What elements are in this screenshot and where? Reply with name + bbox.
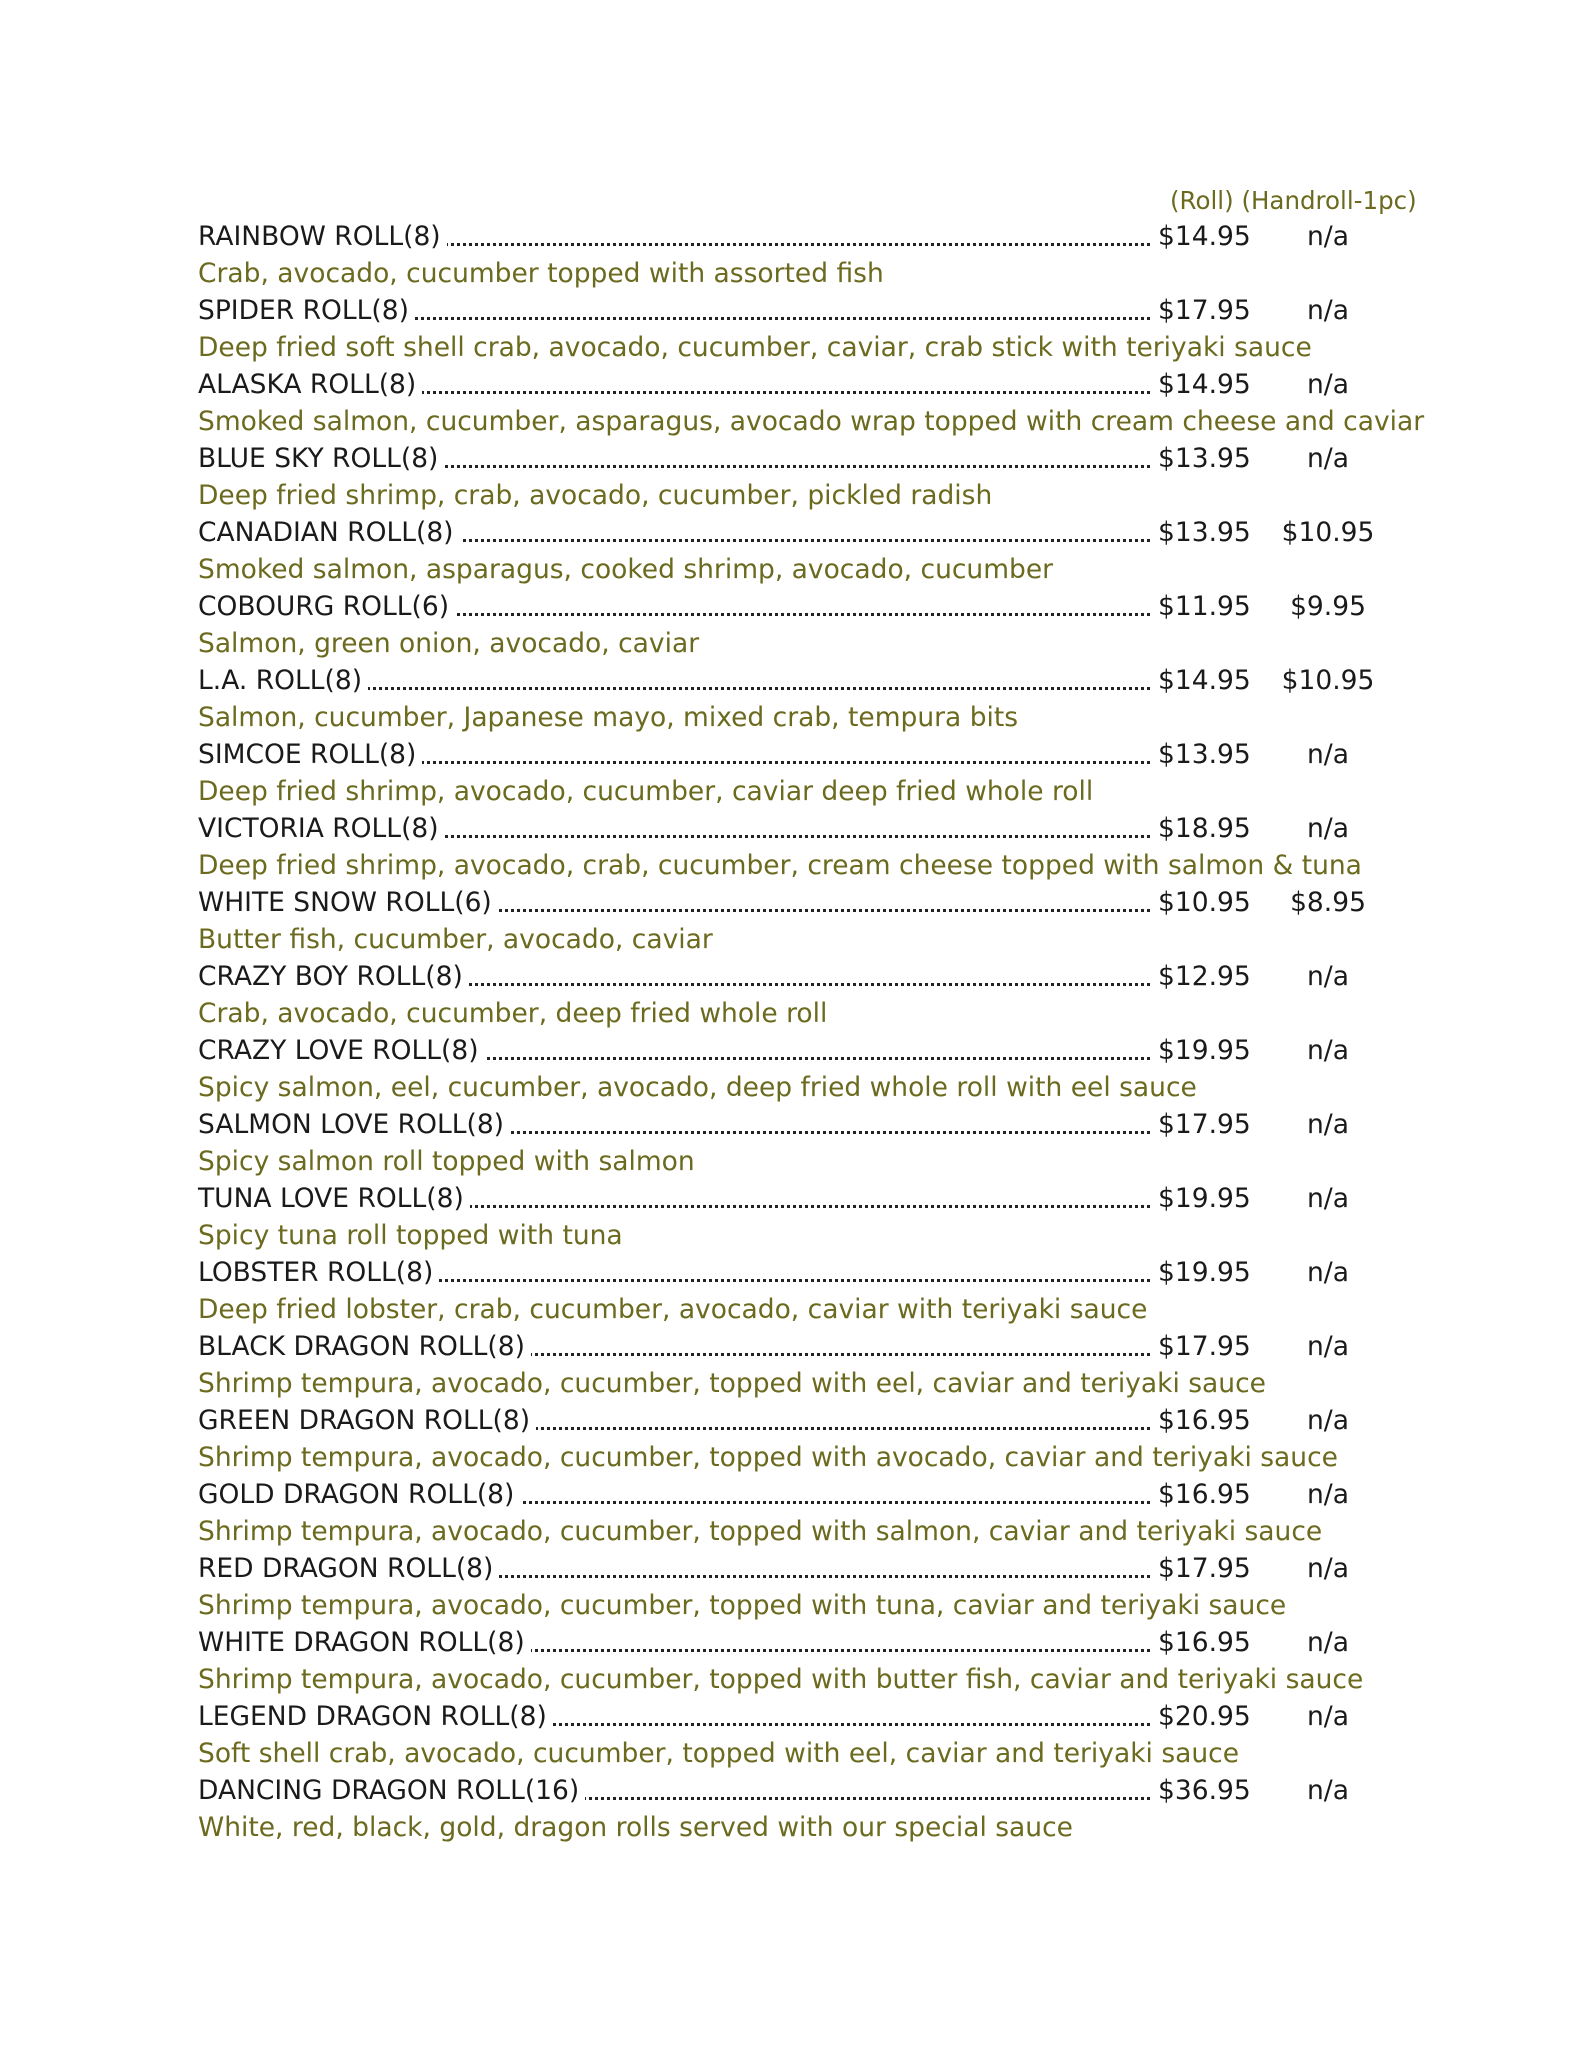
menu-item-handroll-price: $10.95 [1281,517,1375,548]
menu-item-line [198,367,1438,403]
menu-item-handroll-price: n/a [1307,813,1349,844]
menu-item-line [198,1033,1438,1069]
menu-item-handroll-price: n/a [1307,1183,1349,1214]
menu-item-handroll-price: $10.95 [1281,665,1375,696]
menu-item-name: LOBSTER ROLL(8) [198,1255,439,1291]
menu-item-handroll-price: n/a [1307,739,1349,770]
menu-item-handroll-price: $9.95 [1290,591,1366,622]
menu-item-roll-price: $19.95 [1158,1257,1251,1288]
menu-item-roll-price: $12.95 [1158,961,1251,992]
menu-item-handroll-price: n/a [1307,369,1349,400]
menu-item-name: ALASKA ROLL(8) [198,367,422,403]
menu-item-description: Deep fried shrimp, crab, avocado, cucumber, pickled radish [198,480,993,511]
menu-item-line [198,515,1438,551]
menu-item-handroll-price: n/a [1307,1035,1349,1066]
menu-item [198,1033,1438,1107]
menu-item-description: Smoked salmon, asparagus, cooked shrimp, avocado, cucumber [198,554,1054,585]
menu-item-line [198,663,1438,699]
menu-item-line [198,1255,1438,1291]
menu-item-line [198,811,1438,847]
menu-item-roll-price: $16.95 [1158,1479,1251,1510]
menu-item-name: BLACK DRAGON ROLL(8) [198,1329,531,1365]
menu-item-roll-price: $13.95 [1158,739,1251,770]
menu-item-line [198,293,1438,329]
menu-item-description: Deep fried soft shell crab, avocado, cucumber, caviar, crab stick with teriyaki sauce [198,332,1312,363]
menu-item-description: Spicy salmon, eel, cucumber, avocado, deep fried whole roll with eel sauce [198,1072,1197,1103]
menu-item-roll-price: $17.95 [1158,1553,1251,1584]
menu-item-description: Shrimp tempura, avocado, cucumber, topped with eel, caviar and teriyaki sauce [198,1368,1266,1399]
menu-item-name: SIMCOE ROLL(8) [198,737,422,773]
menu-item-line [198,1773,1438,1809]
menu-item-line [198,885,1438,921]
menu-item-name: LEGEND DRAGON ROLL(8) [198,1699,553,1735]
menu-item-handroll-price: n/a [1307,1479,1349,1510]
menu-item-line [198,219,1438,255]
menu-item-line [198,1403,1438,1439]
column-headers [1170,186,1417,216]
menu-item-name: COBOURG ROLL(6) [198,589,455,625]
menu-item-line [198,1625,1438,1661]
menu-item-description: Spicy salmon roll topped with salmon [198,1146,695,1177]
menu-item-description: Shrimp tempura, avocado, cucumber, topped with avocado, caviar and teriyaki sauce [198,1442,1338,1473]
menu-item-line [198,737,1438,773]
menu-item-handroll-price: n/a [1307,1109,1349,1140]
menu-item-description: Soft shell crab, avocado, cucumber, topped with eel, caviar and teriyaki sauce [198,1738,1240,1769]
menu-item [198,1403,1438,1477]
menu-item-name: BLUE SKY ROLL(8) [198,441,444,477]
menu-item-roll-price: $13.95 [1158,443,1251,474]
menu-item-roll-price: $13.95 [1158,517,1251,548]
menu-item-description: Salmon, green onion, avocado, caviar [198,628,700,659]
menu-item-line [198,1107,1438,1143]
menu-item [198,1699,1438,1773]
menu-item [198,441,1438,515]
menu-item [198,663,1438,737]
menu-item-name: GREEN DRAGON ROLL(8) [198,1403,536,1439]
menu-item-name: RED DRAGON ROLL(8) [198,1551,499,1587]
roll-column-header: (Roll) [1170,186,1234,215]
menu-item-line [198,1699,1438,1735]
menu-item-line [198,959,1438,995]
menu-item-roll-price: $17.95 [1158,1331,1251,1362]
menu-item-name: SALMON LOVE ROLL(8) [198,1107,510,1143]
menu-item [198,1773,1438,1847]
menu-item-line [198,1329,1438,1365]
menu-item [198,1255,1438,1329]
menu-item-description: White, red, black, gold, dragon rolls served with our special sauce [198,1812,1073,1843]
menu-item-roll-price: $14.95 [1158,665,1251,696]
menu-item-handroll-price: n/a [1307,1331,1349,1362]
menu-item-handroll-price: n/a [1307,961,1349,992]
menu-item [198,1625,1438,1699]
menu-item-line [198,1181,1438,1217]
menu-item-name: CRAZY LOVE ROLL(8) [198,1033,485,1069]
menu-item-roll-price: $16.95 [1158,1627,1251,1658]
menu-item [198,515,1438,589]
menu-item-handroll-price: n/a [1307,221,1349,252]
menu-item-roll-price: $19.95 [1158,1183,1251,1214]
menu-item-description: Deep fried shrimp, avocado, cucumber, caviar deep fried whole roll [198,776,1094,807]
menu-item-roll-price: $36.95 [1158,1775,1251,1806]
menu-item [198,885,1438,959]
menu-item-handroll-price: n/a [1307,1627,1349,1658]
menu-item [198,367,1438,441]
menu-item [198,589,1438,663]
menu-item-handroll-price: n/a [1307,1405,1349,1436]
menu-list [198,219,1438,1847]
menu-item-handroll-price: n/a [1307,443,1349,474]
menu-item-description: Crab, avocado, cucumber topped with assorted fish [198,258,884,289]
menu-item-description: Smoked salmon, cucumber, asparagus, avocado wrap topped with cream cheese and caviar [198,406,1425,437]
menu-item-roll-price: $20.95 [1158,1701,1251,1732]
menu-item-roll-price: $14.95 [1158,221,1251,252]
menu-item-name: L.A. ROLL(8) [198,663,368,699]
menu-item-description: Deep fried lobster, crab, cucumber, avocado, caviar with teriyaki sauce [198,1294,1148,1325]
menu-item-handroll-price: n/a [1307,1775,1349,1806]
menu-item [198,293,1438,367]
menu-item-description: Shrimp tempura, avocado, cucumber, topped with salmon, caviar and teriyaki sauce [198,1516,1323,1547]
menu-item [198,1551,1438,1625]
menu-item-name: TUNA LOVE ROLL(8) [198,1181,470,1217]
menu-item-description: Shrimp tempura, avocado, cucumber, topped with tuna, caviar and teriyaki sauce [198,1590,1287,1621]
menu-item [198,1107,1438,1181]
menu-item-line [198,589,1438,625]
menu-item-name: GOLD DRAGON ROLL(8) [198,1477,520,1513]
menu-item-handroll-price: $8.95 [1290,887,1366,918]
menu-item-name: VICTORIA ROLL(8) [198,811,445,847]
menu-item-line [198,441,1438,477]
menu-item [198,1477,1438,1551]
menu-item-name: CRAZY BOY ROLL(8) [198,959,469,995]
menu-item-roll-price: $17.95 [1158,295,1251,326]
menu-item-description: Shrimp tempura, avocado, cucumber, topped with butter fish, caviar and teriyaki sauce [198,1664,1364,1695]
menu-item-line [198,1551,1438,1587]
menu-item-handroll-price: n/a [1307,1257,1349,1288]
menu-item-roll-price: $19.95 [1158,1035,1251,1066]
menu-item-description: Deep fried shrimp, avocado, crab, cucumber, cream cheese topped with salmon & tuna [198,850,1362,881]
menu-item [198,1329,1438,1403]
menu-item-handroll-price: n/a [1307,1553,1349,1584]
menu-item-name: RAINBOW ROLL(8) [198,219,447,255]
menu-item-name: SPIDER ROLL(8) [198,293,415,329]
menu-item [198,959,1438,1033]
handroll-column-header: (Handroll-1pc) [1241,186,1417,215]
menu-item-roll-price: $16.95 [1158,1405,1251,1436]
menu-item-roll-price: $18.95 [1158,813,1251,844]
menu-item [198,1181,1438,1255]
menu-item-description: Salmon, cucumber, Japanese mayo, mixed crab, tempura bits [198,702,1019,733]
menu-item-description: Crab, avocado, cucumber, deep fried whole roll [198,998,828,1029]
menu-item-name: WHITE SNOW ROLL(6) [198,885,498,921]
menu-item-name: DANCING DRAGON ROLL(16) [198,1773,585,1809]
menu-item-handroll-price: n/a [1307,1701,1349,1732]
menu-item [198,811,1438,885]
menu-item-line [198,1477,1438,1513]
menu-item [198,219,1438,293]
menu-item-roll-price: $14.95 [1158,369,1251,400]
menu-item-handroll-price: n/a [1307,295,1349,326]
menu-item-roll-price: $17.95 [1158,1109,1251,1140]
menu-item-roll-price: $11.95 [1158,591,1251,622]
menu-item-description: Spicy tuna roll topped with tuna [198,1220,623,1251]
menu-item [198,737,1438,811]
menu-item-description: Butter fish, cucumber, avocado, caviar [198,924,713,955]
menu-item-name: WHITE DRAGON ROLL(8) [198,1625,531,1661]
menu-item-name: CANADIAN ROLL(8) [198,515,460,551]
menu-item-roll-price: $10.95 [1158,887,1251,918]
